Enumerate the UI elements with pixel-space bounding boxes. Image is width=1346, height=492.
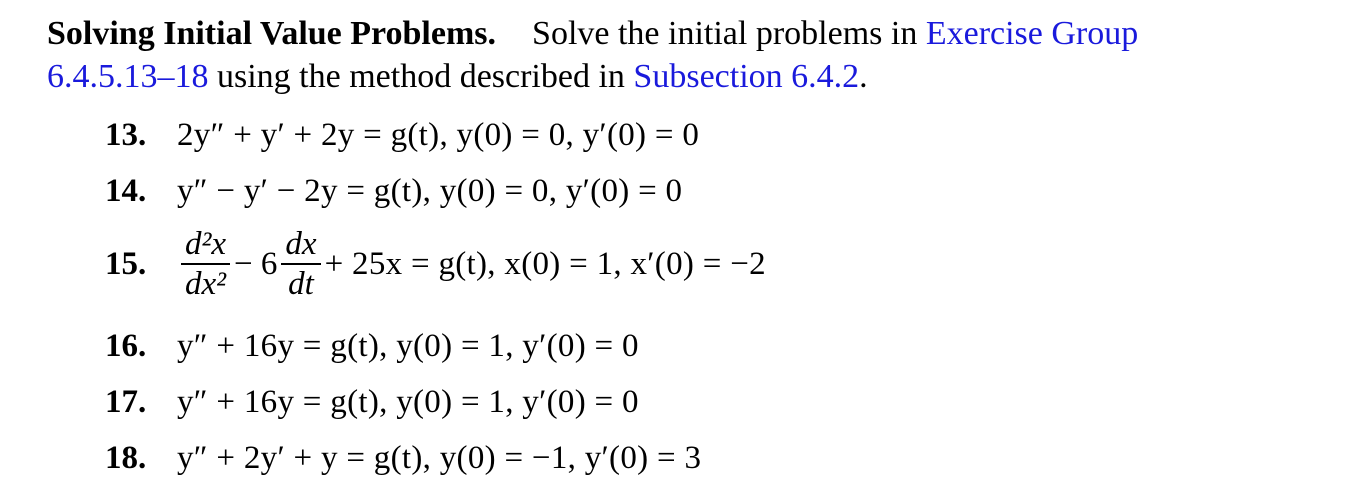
problem-number: 14.	[105, 173, 147, 209]
fraction-denominator: dx²	[185, 266, 227, 302]
problem-equation: y″ + 16y = g(t), y(0) = 1, y′(0) = 0	[177, 384, 639, 420]
minus-term: − 6	[234, 246, 278, 282]
problem-equation: y″ + 2y′ + y = g(t), y(0) = −1, y′(0) = 3	[177, 440, 702, 476]
problem-number: 15.	[105, 246, 147, 282]
problem-16	[105, 326, 639, 366]
section-heading: Solving Initial Value Problems.	[47, 15, 497, 52]
problem-15	[105, 225, 766, 303]
exercise-group-link[interactable]: Exercise Group 6.4.5.13–18	[47, 15, 1139, 95]
problem-number: 17.	[105, 384, 147, 420]
intro-paragraph	[47, 12, 1272, 98]
intro-text-middle: using the method described in	[208, 58, 634, 95]
problem-14	[105, 171, 682, 211]
problem-equation-rest: + 25x = g(t), x(0) = 1, x′(0) = −2	[324, 246, 766, 282]
fraction-numerator: dx	[281, 225, 320, 265]
second-derivative-fraction	[181, 225, 230, 303]
subsection-link[interactable]: Subsection 6.4.2	[633, 58, 860, 95]
fraction-denominator: dt	[288, 266, 314, 302]
problem-equation: y″ − y′ − 2y = g(t), y(0) = 0, y′(0) = 0	[177, 173, 683, 209]
problem-17	[105, 382, 639, 422]
problem-equation: 2y″ + y′ + 2y = g(t), y(0) = 0, y′(0) = 0	[177, 117, 700, 153]
problem-number: 13.	[105, 117, 147, 153]
first-derivative-fraction	[281, 225, 320, 303]
problem-13	[105, 115, 699, 155]
problem-18	[105, 438, 701, 478]
problem-equation: y″ + 16y = g(t), y(0) = 1, y′(0) = 0	[177, 328, 639, 364]
intro-text-end: .	[859, 58, 868, 95]
fraction-numerator: d²x	[181, 225, 230, 265]
intro-text: Solve the initial problems in	[532, 15, 926, 52]
problem-number: 16.	[105, 328, 147, 364]
problem-number: 18.	[105, 440, 147, 476]
